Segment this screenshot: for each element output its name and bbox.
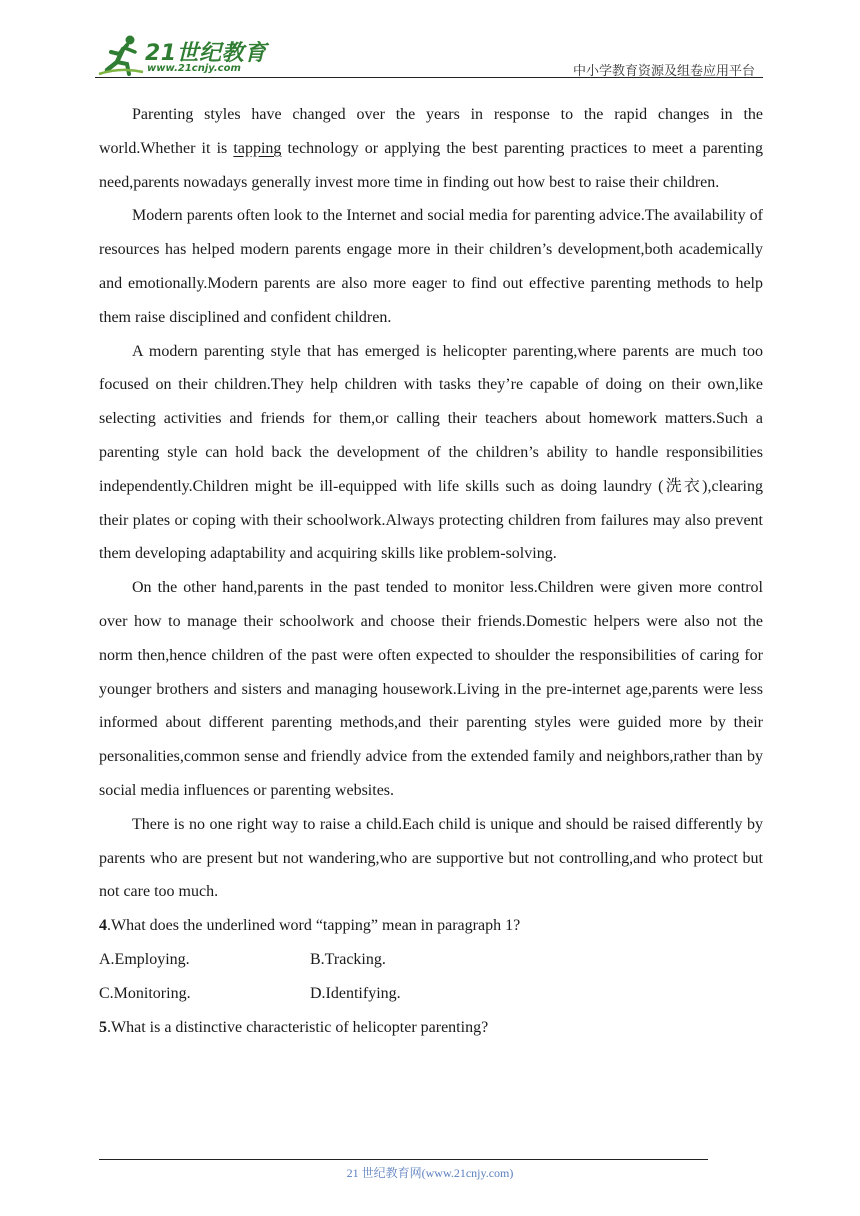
platform-name: 中小学教育资源及组卷应用平台: [572, 64, 755, 79]
header-divider: [95, 77, 763, 78]
footer-divider: [99, 1159, 708, 1160]
page-footer[interactable]: 21 世纪教育网(www.21cnjy.com): [346, 1166, 514, 1180]
option-a[interactable]: A.Employing.: [99, 950, 190, 968]
paragraph-4: On the other hand,parents in the past tended to monitor less.Children were given more control over how to manage their schoolwork and choose their friends.Domestic helpers were also not the norm then,hence children of the past were often expected to shoulder the responsibilities of caring for younger brothers and sisters and managing housework.Living in the pre-internet age,parents were less informed about different parenting methods,and their parenting styles were guided more by their personalities,common sense and friendly advice from the extended family and neighbors,rather than by social media influences or parenting websites.: [99, 579, 763, 799]
question-5: [99, 1011, 763, 1045]
underlined-word: tapping: [233, 139, 282, 157]
paragraph-5: There is no one right way to raise a child.Each child is unique and should be raised differently by parents who are present but not wandering,who are supportive but not controlling,and who protect but not care too much.: [99, 815, 763, 901]
options-row-2: [99, 977, 763, 1011]
question-text: .What is a distinctive characteristic of helicopter parenting?: [107, 1018, 489, 1036]
site-logo[interactable]: [95, 34, 265, 76]
options-row-1: [99, 943, 763, 977]
question-number: 4: [99, 917, 107, 935]
logo-url: www.21cnjy.com: [147, 63, 241, 74]
question-number: 5: [99, 1018, 107, 1036]
option-d[interactable]: D.Identifying.: [310, 984, 401, 1002]
question-text: .What does the underlined word “tapping” mean in paragraph 1?: [107, 917, 521, 935]
option-b[interactable]: B.Tracking.: [310, 950, 386, 968]
runner-logo-icon: [97, 34, 145, 76]
paragraph-1: [99, 98, 763, 199]
paragraph-3: A modern parenting style that has emerged is helicopter parenting,where parents are much too focused on their children.They help children with tasks they’re capable of doing on their own,like selecting activities and friends for them,or calling their teachers about homework matters.Such a parenting style can hold back the development of the children’s ability to handle responsibilities independently.Children might be ill-equipped with life skills such as doing laundry (洗衣),clearing their plates or coping with their schoolwork.Always protecting children from failures may also prevent them developing adaptability and acquiring skills like problem-solving.: [99, 342, 763, 563]
document-body: [99, 98, 763, 1044]
paragraph-1-end: technology or applying the best parenting practices to meet a parenting need,parents nowadays generally invest more time in finding out how best to raise their children.: [99, 139, 763, 191]
paragraph-2: Modern parents often look to the Internet and social media for parenting advice.The availability of resources has helped modern parents engage more in their children’s development,both academically and emotionally.Modern parents are also more eager to find out effective parenting methods to help them raise disciplined and confident children.: [99, 207, 763, 326]
option-c[interactable]: C.Monitoring.: [99, 984, 191, 1002]
question-4: [99, 909, 763, 943]
paragraph-1-start: Parenting styles have changed over the years in response to the rapid changes in the world.Whether it is: [99, 106, 763, 157]
page-header: [95, 30, 763, 78]
logo-text: 21世纪教育: [145, 41, 267, 66]
